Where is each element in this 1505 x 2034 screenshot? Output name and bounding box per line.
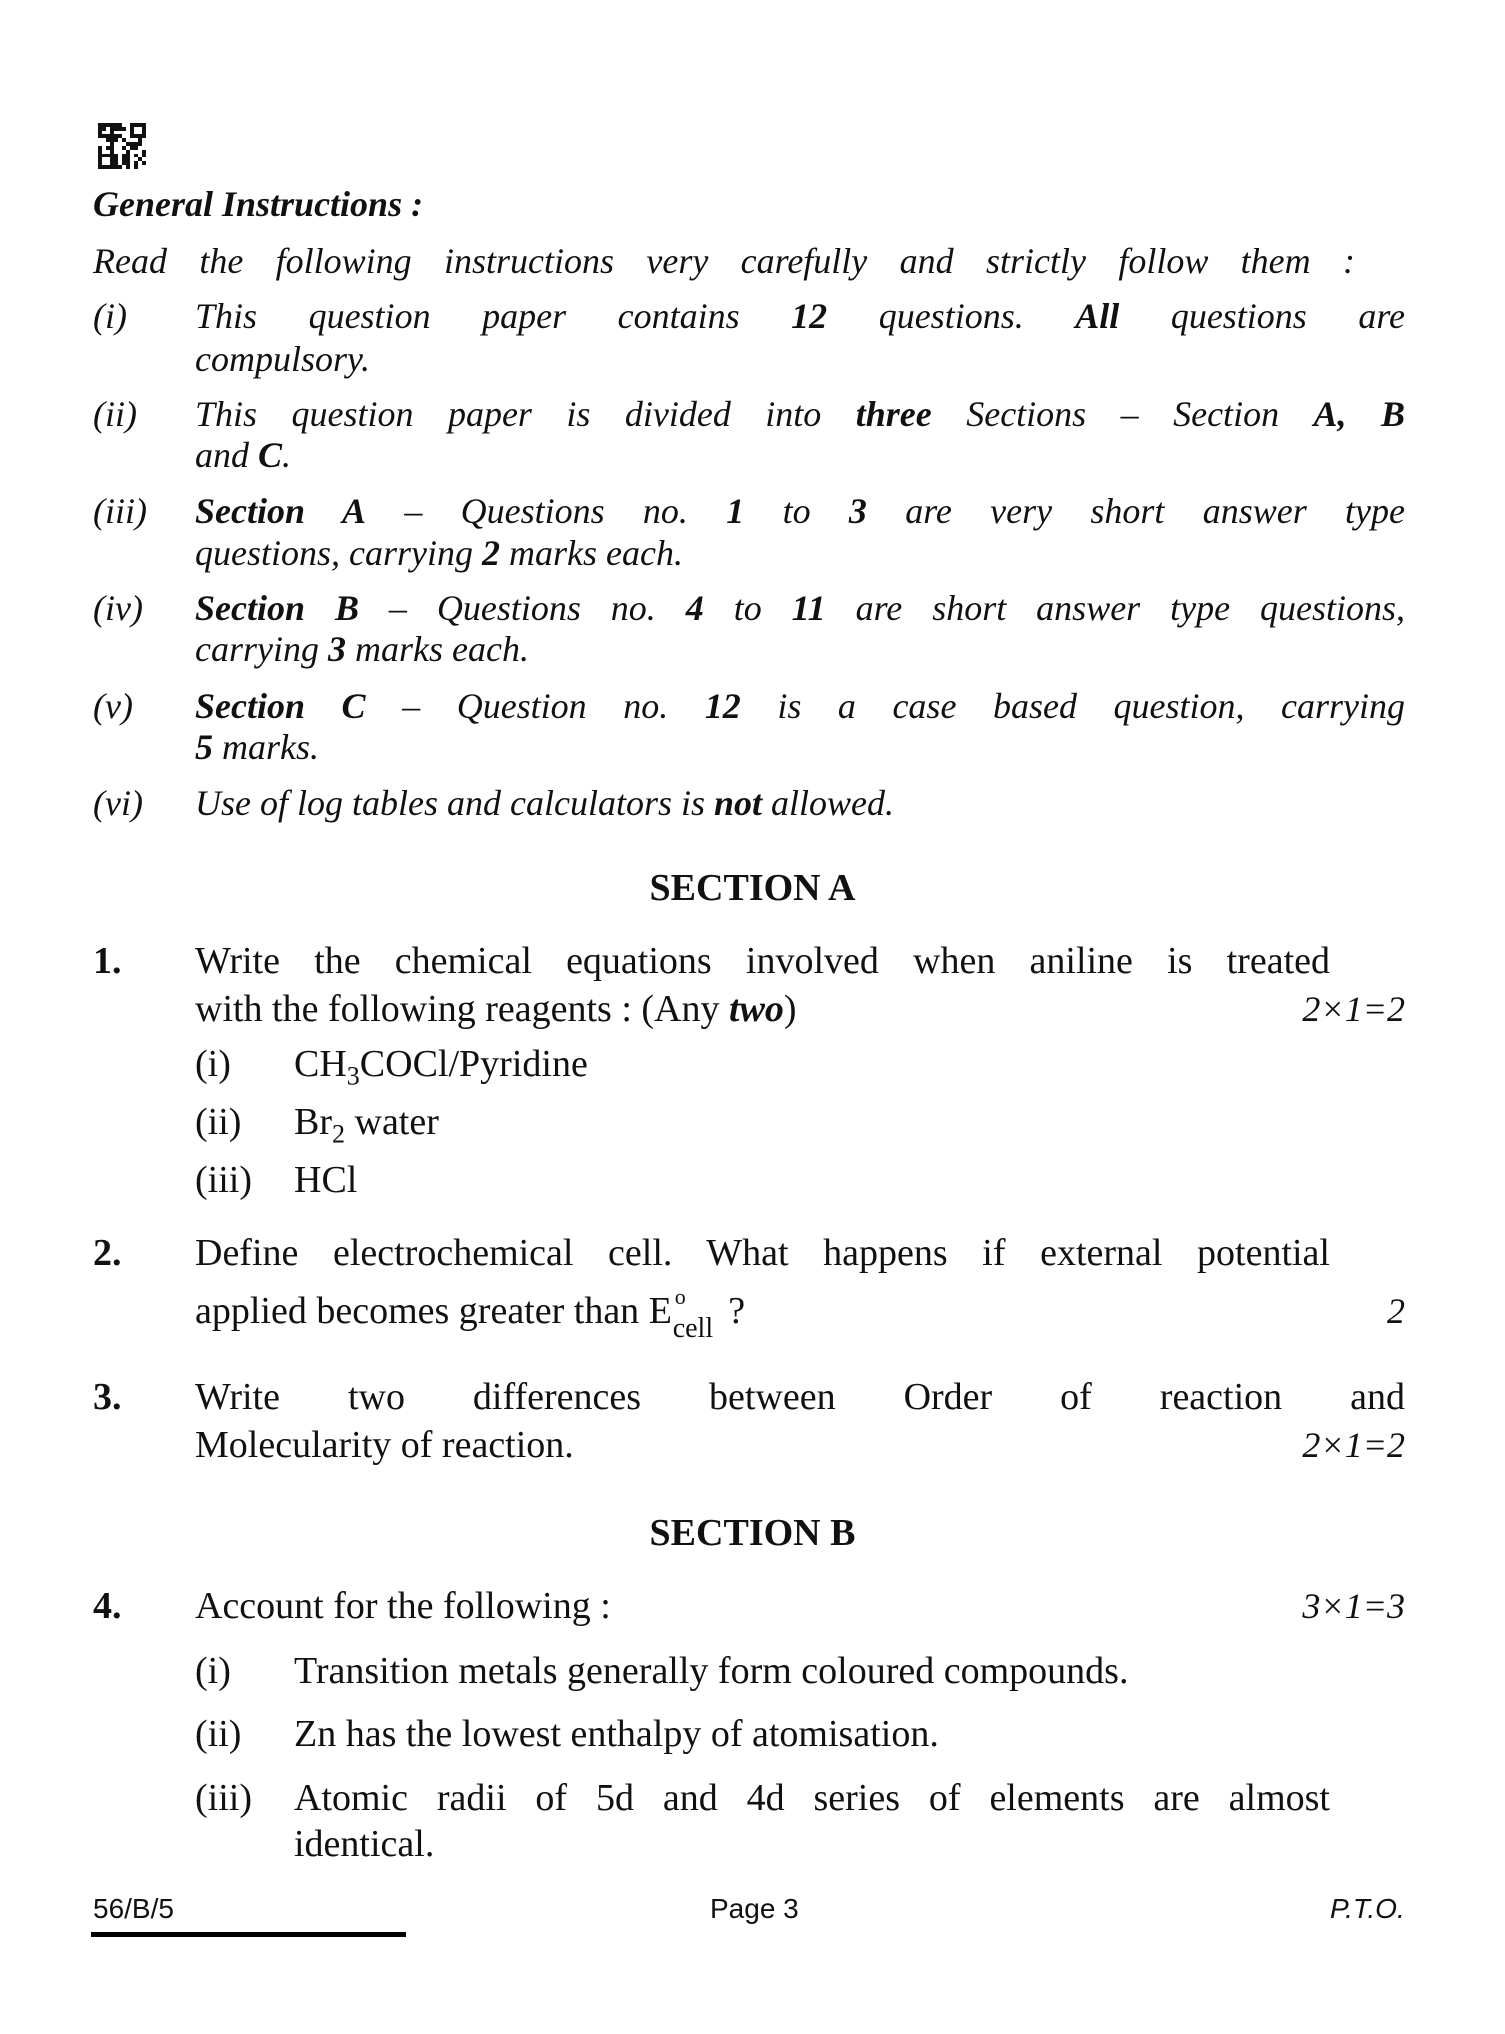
question-number: 4. <box>93 1585 122 1627</box>
sub-label: (i) <box>195 1043 231 1085</box>
section-a-heading: SECTION A <box>649 867 856 909</box>
footer-rule <box>91 1932 406 1937</box>
instruction-item: Section B – Questions no. 4 to 11 are short answer type questions, <box>195 588 1406 628</box>
sub-text: $Br_2$ water <box>294 1101 439 1149</box>
qr-code-icon <box>98 123 146 169</box>
instruction-item: This question paper contains 12 questions. All questions are <box>195 296 1406 336</box>
sub-label: (iii) <box>195 1777 252 1819</box>
sub-text-cont: identical. <box>294 1823 435 1865</box>
instruction-label: (iii) <box>93 491 147 531</box>
sub-text: HCl <box>294 1159 358 1201</box>
question-text-cont: with the following reagents : (Any two) <box>195 988 797 1030</box>
question-number: 3. <box>93 1376 122 1418</box>
instruction-item-cont: and C. <box>195 435 292 475</box>
question-text-cont: Molecularity of reaction. <box>195 1424 574 1466</box>
instruction-item-cont: carrying 3 marks each. <box>195 629 529 669</box>
instructions-intro: Read the following instructions very carefully and strictly follow them : <box>93 241 1355 281</box>
marks: 3×1=3 <box>1302 1586 1405 1626</box>
instruction-item-cont: questions, carrying 2 marks each. <box>195 533 683 573</box>
marks: 2 <box>1387 1291 1405 1331</box>
sub-label: (iii) <box>195 1159 252 1201</box>
instruction-item: Section A – Questions no. 1 to 3 are very short answer type <box>195 491 1406 531</box>
question-text-cont: applied becomes greater than E o cell ? <box>195 1284 746 1344</box>
sub-text: $CH_3COCl$/Pyridine <box>294 1043 588 1091</box>
paper-code: 56/B/5 <box>93 1893 174 1924</box>
question-text: Write two differences between Order of reaction and <box>195 1376 1405 1418</box>
instruction-item: This question paper is divided into three Sections – Section A, B <box>195 394 1406 434</box>
instruction-label: (i) <box>93 296 127 336</box>
question-text: Account for the following : <box>195 1585 611 1627</box>
instruction-label: (v) <box>93 686 133 726</box>
question-text: Define electrochemical cell. What happens if external potential <box>195 1232 1330 1274</box>
question-number: 2. <box>93 1232 122 1274</box>
marks: 2×1=2 <box>1302 1425 1405 1465</box>
sub-text: Zn has the lowest enthalpy of atomisation. <box>294 1713 939 1755</box>
question-text: Write the chemical equations involved when aniline is treated <box>195 940 1330 982</box>
pto-label: P.T.O. <box>1330 1893 1405 1924</box>
instruction-item-cont: compulsory. <box>195 339 370 379</box>
question-number: 1. <box>93 940 122 982</box>
marks: 2×1=2 <box>1302 989 1405 1029</box>
page-number: Page 3 <box>710 1893 799 1924</box>
instruction-item: Use of log tables and calculators is not allowed. <box>195 783 895 823</box>
sub-text: Transition metals generally form coloured compounds. <box>294 1650 1129 1692</box>
section-b-heading: SECTION B <box>649 1512 856 1554</box>
sub-label: (ii) <box>195 1101 242 1143</box>
sub-label: (i) <box>195 1650 231 1692</box>
instruction-label: (vi) <box>93 783 143 823</box>
instruction-label: (ii) <box>93 394 137 434</box>
sub-text: Atomic radii of 5d and 4d series of elements are almost <box>294 1777 1330 1819</box>
instructions-title: General Instructions : <box>93 184 424 224</box>
instruction-item: Section C – Question no. 12 is a case based question, carrying <box>195 686 1406 726</box>
e-cell-symbol: E o cell <box>648 1284 714 1344</box>
instruction-label: (iv) <box>93 588 143 628</box>
sub-label: (ii) <box>195 1713 242 1755</box>
instruction-item-cont: 5 marks. <box>195 727 319 767</box>
